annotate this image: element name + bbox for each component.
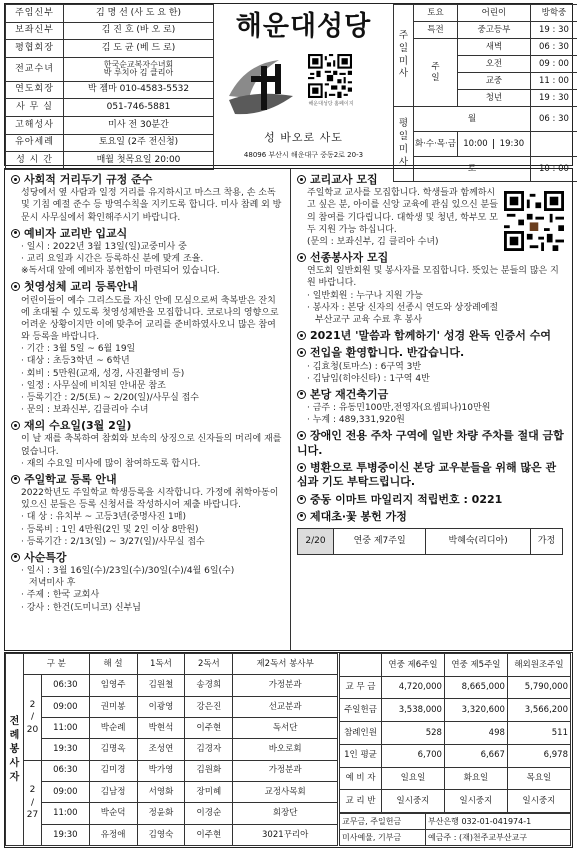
duty-header: 구 분 [24, 654, 90, 675]
bullet-icon [11, 475, 20, 484]
finance-value: 6,978 [507, 744, 570, 767]
duty-cell: 김남정 [89, 781, 137, 802]
staff-name: 김 진 호 (바 오 로) [64, 22, 214, 40]
staff-row [6, 57, 214, 81]
duty-cell: 11:00 [42, 803, 90, 824]
list-item: · 재의 수요일 미사에 많이 참여하도록 합시다. [21, 458, 201, 469]
duty-row [6, 696, 338, 717]
notice-catechumen [11, 227, 284, 278]
notice-title: 재의 수요일(3월 2일) [24, 419, 132, 433]
bullet-icon [297, 348, 306, 357]
staff-name: 매월 첫목요일 20:00 [64, 152, 214, 170]
finance-value: 511 [507, 722, 570, 745]
parish-title: 해운대성당 [235, 11, 372, 42]
bulletin-header [4, 3, 573, 174]
duty-header: 제2독서 봉사부 [233, 654, 338, 675]
list-item: · 등록기간 : 2/13(일) ~ 3/27(일)/사무실 접수 [21, 536, 205, 547]
staff-name: 김 명 선 (사 도 요 한) [64, 5, 214, 23]
staff-role: 유아세례 [6, 134, 64, 152]
bullet-icon [297, 463, 306, 472]
finance-value: 498 [444, 722, 507, 745]
notice-title: 전입을 환영합니다. 반갑습니다. [310, 346, 465, 360]
duty-side-label: 전 례 봉 사 자 [6, 654, 24, 846]
finance-value: 일시중지 [507, 790, 570, 813]
weekday-day: 토 [414, 157, 531, 182]
staff-row [6, 116, 214, 134]
list-item: · 일시 : 2022년 3월 13일(일)교중미사 중 [21, 242, 187, 253]
notice-body: 성당에서 옆 사람과 일정 거리를 유지하시고 마스크 착용, 손 소독 및 기침 예절 준수 등 방역수칙을 지키도록 합니다. 미사 참례 외 방문시 사무실에서 확인해주시기 바랍니다. [21, 188, 282, 223]
duty-header: 2독서 [185, 654, 233, 675]
notice-prayer-request [297, 461, 566, 490]
finance-label: 참례인원 [340, 722, 382, 745]
duty-cell: 이주현 [185, 717, 233, 738]
duty-cell: 독서단 [233, 717, 338, 738]
duty-cell: 박가영 [137, 760, 185, 781]
notice-body: 주일학교 교사를 모집합니다. 학생들과 함께하시고 싶은 분, 아이를 신앙 교육에 관심 있으신 분들의 참여를 기다립니다. 대학생 및 청년, 학부모 모두 지원 가능 하십니다. [307, 188, 498, 235]
finance-value: 3,566,200 [507, 699, 570, 722]
list-item: · 김효청(토마스) : 6구역 3반 [307, 361, 422, 372]
duty-cell: 장미혜 [185, 781, 233, 802]
staff-role: 주임신부 [6, 5, 64, 23]
mass-time: 10:00 [458, 139, 494, 150]
list-item: · 일시 : 3월 16일(수)/23일(수)/30일(수)/4월 6일(수) [21, 566, 235, 577]
weekday-mass-label: 평 일 미 사 [394, 107, 414, 182]
staff-row [6, 134, 214, 152]
duty-row [6, 739, 338, 760]
duty-cell: 김명옥 [89, 739, 137, 760]
notice-note: (문의 : 보좌신부, 김 클리아 수녀) [307, 236, 439, 247]
notice-body: 이 날 재를 축복하여 참회와 보속의 상징으로 신자들의 머리에 재를 얹습니다. [21, 434, 282, 457]
duty-cell: 가정분과 [233, 675, 338, 696]
finance-label: 예 비 자 [340, 767, 382, 790]
mass-time: 방학중 [530, 5, 577, 22]
duty-cell: 김경자 [185, 739, 233, 760]
notice-list [11, 458, 284, 470]
staff-role: 연도회장 [6, 81, 64, 99]
duty-cell: 박현석 [137, 717, 185, 738]
duty-cell: 이광영 [137, 696, 185, 717]
bank-holder: 예금주 : (재)천주교부산교구 [426, 830, 571, 846]
duty-cell: 19:30 [42, 739, 90, 760]
saturday-label: 토요 [414, 5, 458, 22]
mass-time: 19 : 30 [530, 22, 577, 39]
list-item: · 강사 : 한건(도미니코) 신부님 [21, 602, 141, 613]
notice-body: 연도회 일반회원 및 봉사자를 모집합니다. 뜻있는 분들의 많은 지원 바랍니다. [307, 266, 559, 289]
mass-row [394, 107, 577, 132]
weekday-day: 화·수·목·금 [414, 132, 458, 157]
finance-value: 6,667 [444, 744, 507, 767]
finance-header-row [340, 654, 571, 677]
duty-cell: 바오로회 [233, 739, 338, 760]
duty-cell: 임영주 [89, 675, 137, 696]
mass-time: 06 : 30 [530, 107, 577, 132]
finance-value: 목요일 [507, 767, 570, 790]
finance-header [340, 654, 382, 677]
duty-row [6, 675, 338, 696]
mass-name: 청년 [457, 90, 530, 107]
duty-cell: 유정애 [89, 824, 137, 845]
duty-row [6, 824, 338, 845]
bullet-icon [11, 175, 20, 184]
notice-title: 예비자 교리반 입교식 [24, 226, 128, 240]
duty-cell: 송경희 [185, 675, 233, 696]
mass-time: 06 : 30 [530, 39, 577, 56]
list-item: 부산교구 교육 수료 후 봉사 [315, 314, 423, 325]
mass-time: 19:30 [499, 138, 525, 149]
notice-teacher-recruit [297, 173, 566, 248]
staff-name: 한국순교복자수녀회 박 루치아 김 클리아 [64, 57, 214, 81]
announcements-left-column [5, 169, 291, 650]
duty-row [6, 717, 338, 738]
duty-date: 2 / 27 [24, 760, 42, 845]
notice-list [297, 361, 566, 385]
list-item: · 문의 : 보좌신부, 김클리아 수녀 [21, 405, 149, 415]
staff-name: 미사 전 30분간 [64, 116, 214, 134]
mass-time-pair [457, 132, 530, 157]
duty-cell: 김미경 [89, 760, 137, 781]
finance-header: 연중 제6주일 [382, 654, 445, 677]
duty-row [6, 803, 338, 824]
notice-ash-wednesday [11, 419, 284, 470]
staff-name: 토요일 (2주 전신청) [64, 134, 214, 152]
finance-value: 일시중지 [444, 790, 507, 813]
bullet-icon [11, 421, 20, 430]
finance-label: 교 리 반 [340, 790, 382, 813]
finance-table [339, 653, 571, 813]
notice-title: 첫영성체 교리 등록안내 [24, 280, 138, 294]
duty-cell: 06:30 [42, 675, 90, 696]
liturgy-duty-table [5, 653, 338, 846]
bullet-icon [11, 282, 20, 291]
mass-name: 어린이 [457, 5, 530, 22]
staff-row [6, 81, 214, 99]
finance-value: 3,538,000 [382, 699, 445, 722]
announcements [4, 168, 573, 651]
sunday-mass-label: 주 일 미 사 [394, 5, 414, 107]
notice-title: 교리교사 모집 [310, 173, 378, 186]
finance-label: 1인 평균 [340, 744, 382, 767]
finance-value: 일시중지 [382, 790, 445, 813]
mass-row [394, 39, 577, 56]
mass-name: 새벽 [457, 39, 530, 56]
finance-value: 화요일 [444, 767, 507, 790]
weekday-day: 월 [414, 107, 531, 132]
duty-cell: 정윤화 [137, 803, 185, 824]
bullet-icon [297, 431, 306, 440]
list-item: · 등록기간 : 2/5(토) ~ 2/20(일)/사무실 접수 [21, 392, 200, 403]
list-item: · 대 상 : 유치부 ~ 고등3년(중명사진 1매) [21, 512, 186, 523]
duty-cell: 가정분과 [233, 760, 338, 781]
list-item: 저녁미사 후 [29, 578, 76, 589]
duty-cell: 권미봉 [89, 696, 137, 717]
mass-row [394, 5, 577, 22]
bullet-icon [11, 553, 20, 562]
homepage-qr-code-icon[interactable] [308, 54, 352, 98]
parish-brand [215, 4, 392, 164]
notice-sunday-school [11, 473, 284, 548]
finance-label: 주일헌금 [340, 699, 382, 722]
finance-header: 연중 제5주일 [444, 654, 507, 677]
list-item: · 회비 : 5만원(교재, 성경, 사진촬영비 등) [21, 368, 185, 379]
teacher-qr-code-icon[interactable] [504, 191, 564, 251]
list-item: · 교리 요일과 시간은 등록하신 분에 맞게 조율. [21, 254, 204, 265]
notice-bible-certificate [297, 329, 566, 343]
mass-name: 중고등부 [457, 22, 530, 39]
duty-cell: 회장단 [233, 803, 338, 824]
notice-body: 어린이들이 예수 그리스도를 자신 안에 모심으로써 축복받은 잔치에 초대될 수 있도록 첫영성체반을 모집합니다. 코로나의 영향으로 어려운 상황이지만 이에 맞추어 교리를 준비하였사오니 많은 참여와 등록을 바랍니다. [21, 295, 279, 343]
mass-name: 교중 [457, 73, 530, 90]
notice-body: 2022학년도 주일학교 학생등록을 시작합니다. 가정에 취학아동이 있으신 분들은 등록 신청서를 작성하시어 제출 바랍니다. [21, 488, 279, 511]
altar-flower-table [297, 528, 563, 555]
notice-first-communion [11, 280, 284, 416]
notice-altar-flowers [297, 510, 566, 555]
mass-name: 오전 [457, 56, 530, 73]
notice-list [297, 402, 566, 426]
notice-title: 중동 이마트 마일리지 적립번호 : 0221 [310, 492, 503, 506]
notice-funeral-volunteers [297, 251, 566, 326]
announcements-right-column [291, 169, 572, 650]
mass-row [394, 22, 577, 39]
mass-time: 19 : 30 [530, 90, 577, 107]
finance-value: 8,665,000 [444, 676, 507, 699]
flower-date: 2/20 [298, 529, 334, 555]
bullet-icon [297, 495, 306, 504]
bank-label-1: 교무금, 주일헌금 [340, 814, 426, 830]
notice-title: 본당 재건축기금 [310, 387, 389, 401]
staff-role: 평협회장 [6, 40, 64, 58]
duty-cell: 이경순 [185, 803, 233, 824]
notice-title: 장애인 전용 주차 구역에 일반 차량 주차를 절대 금합니다. [297, 429, 564, 457]
staff-table [5, 4, 214, 170]
bullet-icon [297, 331, 306, 340]
bullet-icon [297, 512, 306, 521]
mass-time: 11 : 00 [530, 73, 577, 90]
bullet-icon [11, 229, 20, 238]
notice-list [11, 241, 284, 277]
duty-cell: 박순례 [89, 717, 137, 738]
notice-disabled-parking [297, 429, 566, 458]
staff-role: 사 무 실 [6, 99, 64, 117]
mass-schedule-table [393, 4, 577, 182]
duty-cell: 09:00 [42, 696, 90, 717]
notice-title: 제대초·꽃 봉헌 가정 [310, 509, 407, 523]
notice-lent-lecture [11, 551, 284, 614]
duty-cell: 김원철 [137, 675, 185, 696]
notice-title: 2021년 '말씀과 함께하기' 성경 완독 인증서 수여 [310, 329, 551, 342]
bank-account: 부산은행 032-01-041974-1 [426, 814, 571, 830]
finance-value: 4,720,000 [382, 676, 445, 699]
mass-time: 09 : 00 [530, 56, 577, 73]
duty-cell: 3021꾸리아 [233, 824, 338, 845]
duty-header: 1독서 [137, 654, 185, 675]
staff-name: 051-746-5881 [64, 99, 214, 117]
list-item: · 일반회원 : 누구나 지원 가능 [307, 290, 423, 301]
duty-cell: 09:00 [42, 781, 90, 802]
finance-row [340, 722, 571, 745]
notice-list [11, 343, 284, 416]
parish-address: 48096 부산시 해운대구 중동2로 20-3 [243, 151, 364, 159]
duty-header-row [6, 654, 338, 675]
staff-role: 고해성사 [6, 116, 64, 134]
notice-title: 주일학교 등록 안내 [24, 472, 117, 486]
notice-title: 사순특강 [24, 550, 67, 564]
notice-rebuilding-fund [297, 388, 566, 427]
qr-caption: 해운대성당 홈페이지 [308, 101, 354, 107]
parish-logo-icon [225, 56, 297, 120]
list-item: · 기간 : 3월 5일 ~ 6월 19일 [21, 344, 136, 355]
finance-row [340, 767, 571, 790]
duty-cell: 박순덕 [89, 803, 137, 824]
staff-name: 김 도 균 (베 드 로) [64, 40, 214, 58]
duty-row [6, 760, 338, 781]
finance-label: 교 무 금 [340, 676, 382, 699]
list-item: · 누계 : 489,331,920원 [307, 415, 405, 426]
bank-label-2: 미사예물, 기부금 [340, 830, 426, 846]
duty-cell: 선교분과 [233, 696, 338, 717]
duty-cell: 강은진 [185, 696, 233, 717]
duty-date: 2 / 20 [24, 675, 42, 760]
notice-list [11, 511, 284, 547]
bullet-icon [297, 253, 306, 262]
bank-info-table [339, 813, 571, 846]
staff-name: 박 젬마 010-4583-5532 [64, 81, 214, 99]
finance-row [340, 676, 571, 699]
flower-family-name: 박혜숙(리디아) [426, 529, 531, 555]
staff-row [6, 22, 214, 40]
staff-role: 보좌신부 [6, 22, 64, 40]
staff-role: 전교수녀 [6, 57, 64, 81]
list-item: · 봉사자 : 본당 신자의 선종시 연도와 상장례예절 [307, 302, 499, 313]
duty-cell: 서영화 [137, 781, 185, 802]
list-item: · 김남임(히야신타) : 1구역 4반 [307, 373, 430, 384]
finance-value: 일요일 [382, 767, 445, 790]
duty-cell: 김원화 [185, 760, 233, 781]
flower-mass: 연중 제7주일 [334, 529, 426, 555]
duty-cell: 조성연 [137, 739, 185, 760]
list-item: ※독서대 앞에 예비자 봉헌함이 마련되어 있습니다. [21, 266, 220, 277]
notice-title: 사회적 거리두기 규정 준수 [24, 173, 153, 186]
notice-title: 병환으로 투병중이신 본당 교우분들을 위해 많은 관심과 기도 부탁드립니다. [297, 461, 557, 489]
finance-row [340, 699, 571, 722]
flower-suffix: 가정 [530, 529, 562, 555]
list-item: · 주제 : 한국 교회사 [21, 590, 100, 601]
notice-distancing [11, 173, 284, 224]
notice-list [11, 565, 284, 614]
staff-role: 성 시 간 [6, 152, 64, 170]
duty-row [6, 781, 338, 802]
duty-cell: 김영숙 [137, 824, 185, 845]
duty-cell: 교정사목회 [233, 781, 338, 802]
finance-row [340, 790, 571, 813]
finance-value: 528 [382, 722, 445, 745]
notice-welcome-newcomers [297, 346, 566, 385]
finance-row [340, 744, 571, 767]
saturday-vigil-label: 특전 [414, 22, 458, 39]
duty-cell: 11:00 [42, 717, 90, 738]
duty-header: 해 설 [89, 654, 137, 675]
list-item: · 금주 : 유동민100만,전영자(요셉피나)10만원 [307, 403, 491, 414]
finance-value: 5,790,000 [507, 676, 570, 699]
patron-saint: 성 바오로 사도 [264, 131, 343, 144]
finance-header: 해외원조주일 [507, 654, 570, 677]
notice-emart-mileage [297, 493, 566, 507]
bulletin-footer [4, 652, 573, 848]
sunday-label: 주 일 [414, 39, 458, 107]
bullet-icon [297, 175, 306, 184]
mass-row [394, 132, 577, 157]
mass-time: 10 : 00 [530, 157, 577, 182]
duty-cell: 06:30 [42, 760, 90, 781]
finance-value: 6,700 [382, 744, 445, 767]
notice-title: 선종봉사자 모집 [310, 251, 389, 264]
list-item: · 대상 : 초등3학년 ~ 6학년 [21, 356, 130, 367]
duty-cell: 19:30 [42, 824, 90, 845]
staff-row [6, 5, 214, 23]
list-item: · 등록비 : 1인 4만원(2인 및 2인 이상 8만원) [21, 524, 199, 535]
staff-row [6, 40, 214, 58]
list-item: · 일정 : 사무실에 비치된 안내문 참조 [21, 380, 166, 391]
bullet-icon [297, 390, 306, 399]
duty-cell: 이주현 [185, 824, 233, 845]
staff-row [6, 99, 214, 117]
notice-list [297, 290, 566, 326]
finance-value: 3,320,600 [444, 699, 507, 722]
staff-row [6, 152, 214, 170]
